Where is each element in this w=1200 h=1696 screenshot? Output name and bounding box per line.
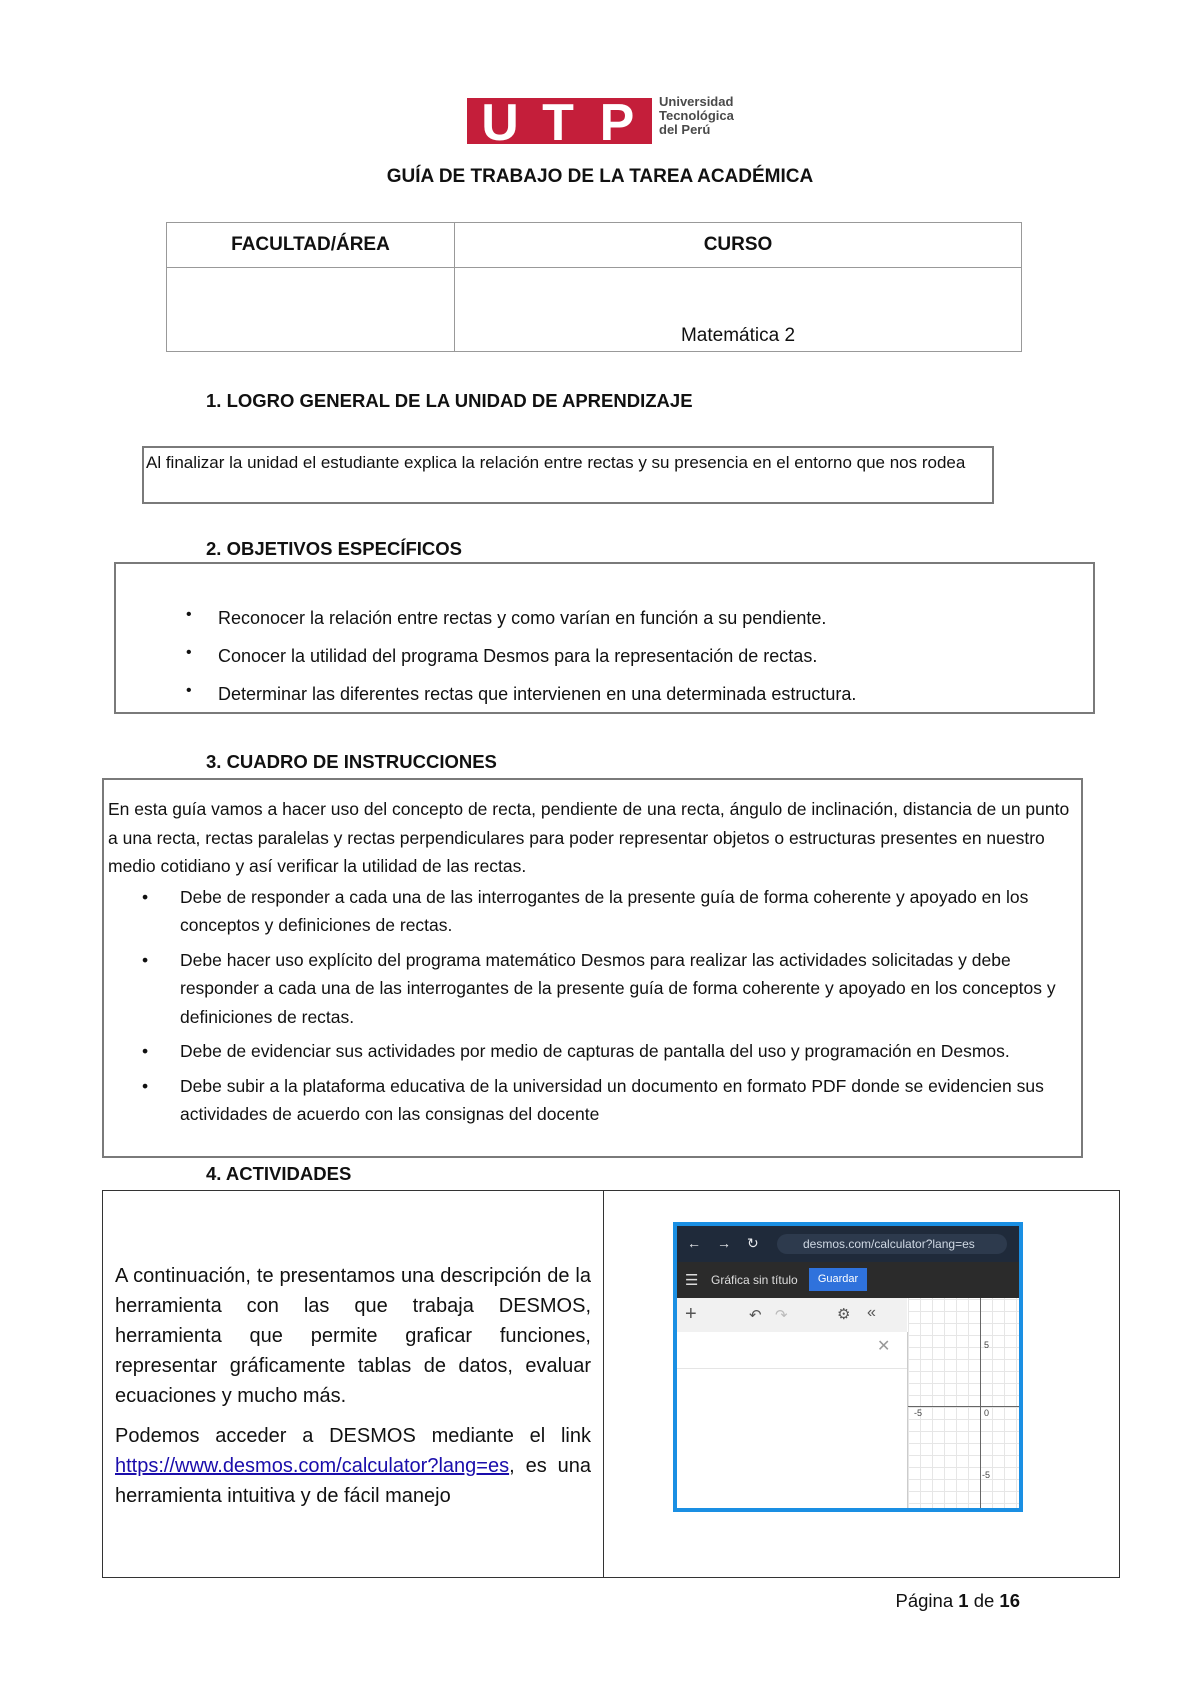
section4-heading: 4. ACTIVIDADES [206,1163,352,1184]
course-value: Matemática 2 [455,268,1022,352]
paragraph2-before: Podemos acceder a DESMOS mediante el link [115,1425,591,1447]
bullet-icon: • [142,949,149,970]
menu-icon: ☰ [685,1272,699,1289]
objective-text: Reconocer la relación entre rectas y como varían en función a su pendiente. [218,608,827,628]
section2-heading: 2. OBJETIVOS ESPECÍFICOS [206,538,462,559]
logo-line-3: del Perú [659,122,711,137]
course-header: CURSO [455,223,1022,268]
back-icon: ← [687,1235,701,1251]
graph-title: Gráfica sin título [711,1273,798,1287]
page-number [896,1590,1020,1612]
desmos-header [677,1262,1019,1298]
instruction-text: Debe subir a la plataforma educativa de la universidad un documento en formato PDF donde se evidencien sus actividades de acuerdo con las consignas del docente [180,1075,1044,1124]
bullet-icon: • [142,1075,149,1096]
bullet-icon: • [142,1041,149,1061]
footer-page: 1 [958,1590,969,1611]
instruction-text: Debe de responder a cada una de las interrogantes de la presente guía de forma coherente y apoyado en los conceptos y definiciones de rectas. [180,886,1029,935]
expression-toolbar [677,1298,907,1333]
bullet-icon: • [186,644,192,661]
logo-university-name [659,95,734,137]
graph-area [908,1298,1023,1512]
forward-icon: → [717,1235,731,1251]
section2-box [114,562,1095,714]
collapse-icon: « [867,1304,876,1321]
section1-heading: 1. LOGRO GENERAL DE LA UNIDAD DE APRENDIZAJE [206,390,693,411]
activities-paragraph-1: A continuación, te presentamos una descripción de la herramienta con las que trabaja DESMOS, herramienta que permite graficar funciones, representar gráficamente tablas de datos, evaluar ecuaciones y mucho más. [115,1265,591,1407]
instruction-item [142,1072,1077,1129]
bullet-icon: • [186,682,192,699]
instruction-item [142,946,1077,1032]
axis-label: 0 [984,1408,990,1418]
instructions-intro: En esta guía vamos a hacer uso del concepto de recta, pendiente de una recta, ángulo de inclinación, distancia de un punto a una recta, rectas paralelas y rectas perpendiculares para poder representar objetos o estructuras presentes en nuestro medio cotidiano y así verificar la utilidad de las rectas. [108,799,1070,876]
logo-line-1: Universidad [659,94,734,109]
footer-prefix: Página [895,1590,954,1611]
desmos-screenshot [673,1222,1023,1512]
redo-icon: ↷ [775,1307,788,1324]
objective-text: Determinar las diferentes rectas que intervienen en una determinada estructura. [218,684,857,704]
expression-list [677,1332,908,1512]
instructions-list [108,883,1077,1129]
instruction-item [142,1037,1077,1066]
axis-label: 5 [984,1340,990,1350]
x-axis [908,1406,1023,1407]
section1-box [142,446,994,504]
desmos-link[interactable]: https://www.desmos.com/calculator?lang=es [115,1455,510,1477]
instruction-item [142,883,1077,940]
browser-bar [677,1226,1019,1262]
activities-description-cell [103,1191,604,1578]
axis-label: -5 [982,1470,991,1480]
faculty-header: FACULTAD/ÁREA [167,223,455,268]
save-button: Guardar [809,1268,867,1291]
plus-icon: + [685,1303,697,1325]
faculty-value [167,268,455,352]
logo-letter-p: P [599,94,635,152]
section1-text: Al finalizar la unidad el estudiante explica la relación entre rectas y su presencia en el entorno que nos rodea [146,453,966,472]
instruction-text: Debe hacer uso explícito del programa matemático Desmos para realizar las actividades solicitadas y debe responder a cada una de las interrogantes de la presente guía de forma coherente y apoyado en los conceptos y definiciones de rectas. [180,949,1056,1027]
gear-icon: ⚙ [837,1306,851,1323]
logo-letter-u: U [481,94,519,152]
utp-logo [467,94,747,152]
activities-paragraph-2 [115,1421,591,1511]
footer-total: 16 [999,1590,1020,1611]
undo-icon: ↶ [749,1307,762,1324]
logo-line-2: Tecnológica [659,108,734,123]
faculty-course-table [166,222,1022,352]
logo-letter-t: T [542,94,574,152]
y-axis [980,1298,981,1512]
section3-box [102,778,1083,1158]
logo-red-block [467,94,652,152]
reload-icon: ↻ [747,1235,759,1251]
axis-label: -5 [914,1408,923,1418]
bullet-icon: • [186,606,192,623]
paragraph2-after: , es una herramienta intuitiva y de fácil manejo [115,1455,591,1507]
expression-divider [677,1368,907,1369]
section3-heading: 3. CUADRO DE INSTRUCCIONES [206,751,497,772]
url-text: desmos.com/calculator?lang=es [803,1237,975,1251]
footer-middle: de [973,1590,995,1611]
bullet-icon: • [142,886,149,907]
close-icon: ✕ [877,1338,891,1355]
instruction-text: Debe de evidenciar sus actividades por medio de capturas de pantalla del uso y programación en Desmos. [180,1041,1010,1061]
objective-text: Conocer la utilidad del programa Desmos para la representación de rectas. [218,646,818,666]
document-title: GUÍA DE TRABAJO DE LA TAREA ACADÉMICA [386,166,814,187]
